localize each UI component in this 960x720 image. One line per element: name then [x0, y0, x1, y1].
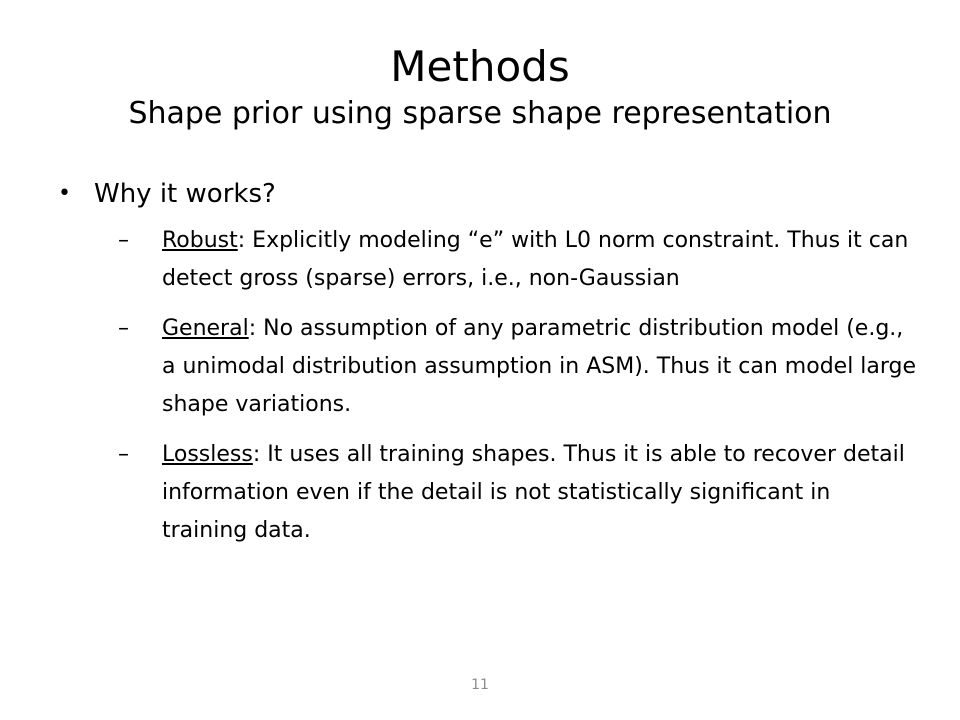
sub-bullet-text: : No assumption of any parametric distribution model (e.g., a unimodal distribution assumption in ASM). Thus it can model large shape variations. [162, 316, 917, 417]
term-general: General [162, 316, 249, 341]
sub-bullet-general [118, 310, 918, 424]
sub-bullet-body [162, 436, 918, 550]
sub-bullet-body [162, 222, 918, 298]
sub-bullet-list [58, 222, 918, 550]
main-bullet [58, 172, 918, 562]
bullet-row [58, 172, 918, 216]
sub-bullet-text: : It uses all training shapes. Thus it is able to recover detail information even if the detail is not statistically significant in training data. [162, 442, 905, 543]
bullet-text: Why it works? [94, 179, 276, 209]
dash-icon: – [118, 442, 129, 467]
term-lossless: Lossless [162, 442, 253, 467]
title-block [0, 40, 960, 134]
bullet-dot-icon: • [58, 181, 71, 206]
slide-title: Methods [390, 42, 570, 91]
sub-bullet-robust [118, 222, 918, 298]
slide-subtitle: Shape prior using sparse shape representation [128, 96, 832, 131]
dash-icon: – [118, 316, 129, 341]
sub-bullet-lossless [118, 436, 918, 550]
sub-bullet-body [162, 310, 918, 424]
term-robust: Robust [162, 228, 238, 253]
dash-icon: – [118, 228, 129, 253]
page-number: 11 [471, 677, 489, 693]
sub-bullet-text: : Explicitly modeling “e” with L0 norm constraint. Thus it can detect gross (sparse) errors, i.e., non-Gaussian [162, 228, 909, 291]
